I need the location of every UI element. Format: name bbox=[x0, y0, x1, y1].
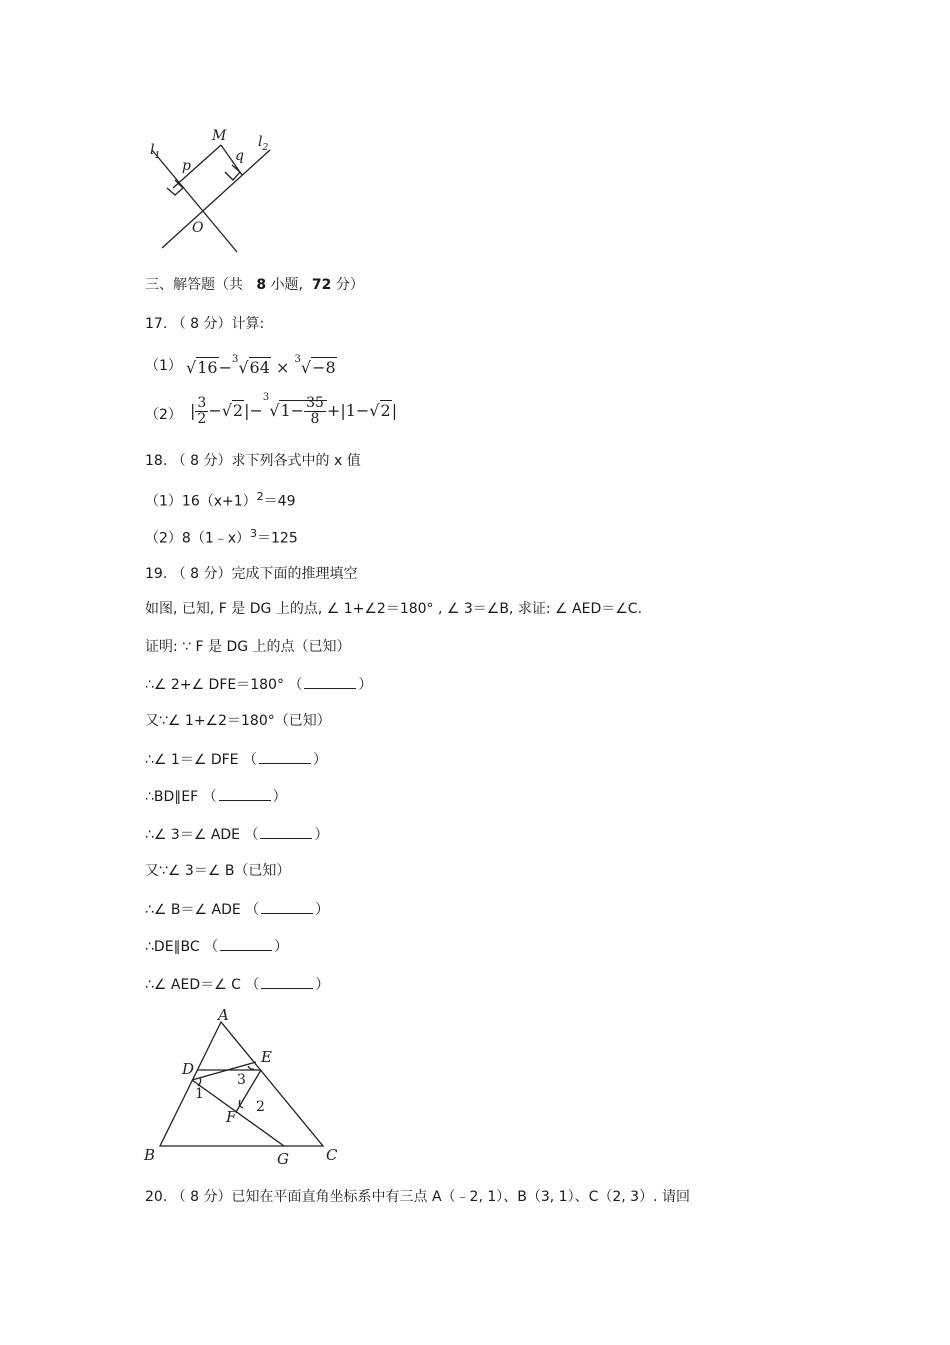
perpendicular-lines-figure bbox=[140, 120, 290, 260]
angle-3-label: 3 bbox=[237, 1072, 246, 1088]
q17-part2-label: （2） bbox=[145, 407, 182, 423]
point-D-label: D bbox=[182, 1060, 195, 1078]
l1-label: $l_1$ bbox=[150, 142, 161, 161]
l2-label: $l_2$ bbox=[258, 134, 269, 153]
q19-step-8: ∴DE∥BC （ ） bbox=[145, 939, 289, 955]
section-3-heading: 三、解答题（共 8 小题, 72 分） bbox=[145, 277, 364, 293]
vertex-B-label: B bbox=[144, 1146, 156, 1164]
angle-1-label: 1 bbox=[195, 1086, 204, 1102]
q18-header: 18. （ 8 分）求下列各式中的 x 值 bbox=[145, 453, 361, 469]
q17-header: 17. （ 8 分）计算: bbox=[145, 316, 265, 332]
answer-blank[interactable] bbox=[304, 675, 356, 689]
q19-header: 19. （ 8 分）完成下面的推理填空 bbox=[145, 566, 358, 582]
M-label: M bbox=[212, 128, 227, 144]
point-E-label: E bbox=[261, 1048, 272, 1066]
q19-proof-start: 证明: ∵ F 是 DG 上的点（已知） bbox=[145, 639, 351, 655]
q18-part2: （2）8（1﹣x）$^3$＝125 bbox=[145, 527, 298, 547]
vertex-C-label: C bbox=[326, 1146, 338, 1164]
point-F-label: F bbox=[226, 1108, 237, 1126]
angle-2-label: 2 bbox=[256, 1099, 265, 1115]
q17-part2-expression: | $\frac{3}{2}$ −√2|−$^3$√1− $\frac{35}{8}$ +|1−√2| bbox=[190, 392, 398, 427]
q19-step-4: ∴BD∥EF （ ） bbox=[145, 789, 287, 805]
answer-blank[interactable] bbox=[219, 787, 271, 801]
triangle-figure bbox=[140, 1008, 350, 1170]
q19-step-5: ∴∠ 3＝∠ ADE （ ） bbox=[145, 827, 329, 843]
q19-step-2: 又∵∠ 1+∠2＝180°（已知） bbox=[145, 713, 331, 729]
q19-given: 如图, 已知, F 是 DG 上的点, ∠ 1+∠2＝180° , ∠ 3＝∠B, 求证: ∠ AED＝∠C. bbox=[145, 601, 643, 617]
q19-step-3: ∴∠ 1＝∠ DFE （ ） bbox=[145, 752, 327, 768]
q19-step-7: ∴∠ B＝∠ ADE （ ） bbox=[145, 902, 330, 918]
q19-step-6: 又∵∠ 3＝∠ B（已知） bbox=[145, 863, 291, 879]
q17-part1-expression: √16−$^3$√64 × $^3$√−8 bbox=[186, 354, 336, 377]
answer-blank[interactable] bbox=[261, 900, 313, 914]
answer-blank[interactable] bbox=[220, 937, 272, 951]
point-G-label: G bbox=[277, 1150, 289, 1168]
q17-part1-label: （1） bbox=[145, 358, 182, 374]
answer-blank[interactable] bbox=[259, 750, 311, 764]
q-label: q bbox=[235, 148, 244, 164]
q20-text: 20. （ 8 分）已知在平面直角坐标系中有三点 A（﹣2, 1）、B（3, 1）、C（2, 3）. 请回 bbox=[145, 1189, 690, 1205]
O-label: O bbox=[192, 220, 204, 236]
vertex-A-label: A bbox=[218, 1008, 229, 1024]
answer-blank[interactable] bbox=[261, 975, 313, 989]
answer-blank[interactable] bbox=[260, 825, 312, 839]
q19-step-9: ∴∠ AED＝∠ C （ ） bbox=[145, 977, 330, 993]
p-label: p bbox=[182, 158, 191, 174]
q18-part1: $(1)16(x+1)^2=49$ bbox=[145, 490, 296, 510]
q19-step-1: ∴∠ 2+∠ DFE＝180° （ ） bbox=[145, 677, 373, 693]
